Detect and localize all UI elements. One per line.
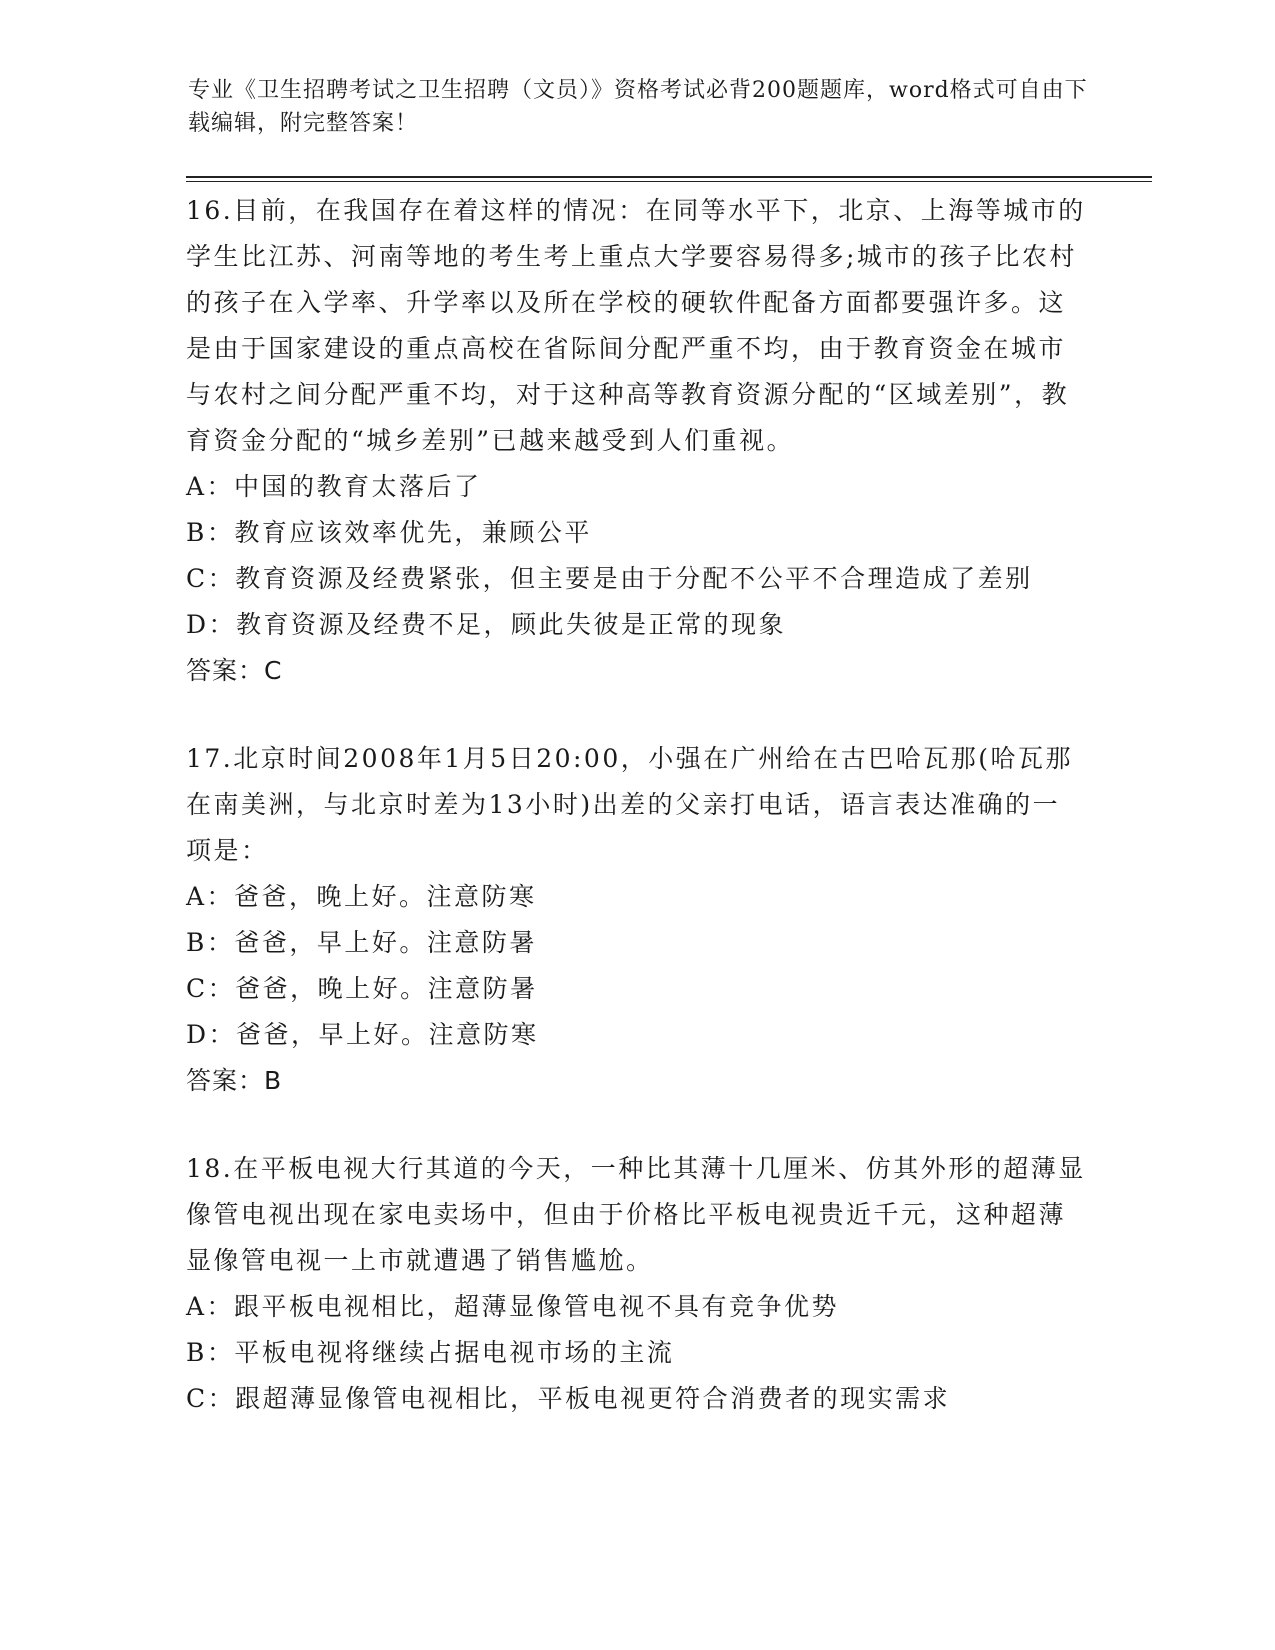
option-a: A：跟平板电视相比，超薄显像管电视不具有竞争优势 — [186, 1292, 840, 1321]
option-c: C：跟超薄显像管电视相比，平板电视更符合消费者的现实需求 — [186, 1384, 951, 1413]
option-a: A：爸爸，晚上好。注意防寒 — [186, 882, 537, 911]
question-stem: 18.在平板电视大行其道的今天，一种比其薄十几厘米、仿其外形的超薄显像管电视出现在家电卖场中，但由于价格比平板电视贵近千元，这种超薄显像管电视一上市就遭遇了销售尴尬。 — [186, 1154, 1086, 1275]
option-b: B：教育应该效率优先，兼顾公平 — [186, 518, 592, 547]
option-a: A：中国的教育太落后了 — [186, 472, 482, 501]
option-b: B：爸爸，早上好。注意防暑 — [186, 928, 537, 957]
option-d: D：教育资源及经费不足，顾此失彼是正常的现象 — [186, 610, 787, 639]
answer-label: 答案：B — [186, 1066, 283, 1095]
option-c: C：教育资源及经费紧张，但主要是由于分配不公平不合理造成了差别 — [186, 564, 1033, 593]
question-16 — [186, 188, 1086, 694]
answer-label: 答案：C — [186, 656, 283, 685]
option-c: C：爸爸，晚上好。注意防暑 — [186, 974, 538, 1003]
option-d: D：爸爸，早上好。注意防寒 — [186, 1020, 539, 1049]
question-stem: 16.目前，在我国存在着这样的情况：在同等水平下，北京、上海等城市的学生比江苏、河南等地的考生考上重点大学要容易得多;城市的孩子比农村的孩子在入学率、升学率以及所在学校的硬软件配备方面都要强许多。这是由于国家建设的重点高校在省际间分配严重不均，由于教育资金在城市与农村之间分配严重不均，对于这种高等教育资源分配的“区域差别”，教育资金分配的“城乡差别”已越来越受到人们重视。 — [186, 196, 1086, 455]
header-divider-thin — [186, 181, 1152, 182]
question-list — [186, 188, 1086, 1464]
header-divider-thick — [186, 176, 1152, 178]
question-17 — [186, 736, 1086, 1104]
document-header — [188, 74, 1088, 140]
header-title: 专业《卫生招聘考试之卫生招聘（文员）》资格考试必背200题题库，word格式可自由下载编辑，附完整答案！ — [188, 78, 1088, 136]
question-18 — [186, 1146, 1086, 1422]
question-stem: 17.北京时间2008年1月5日20:00，小强在广州给在古巴哈瓦那(哈瓦那在南美洲，与北京时差为13小时)出差的父亲打电话，语言表达准确的一项是： — [186, 744, 1073, 865]
option-b: B：平板电视将继续占据电视市场的主流 — [186, 1338, 675, 1367]
